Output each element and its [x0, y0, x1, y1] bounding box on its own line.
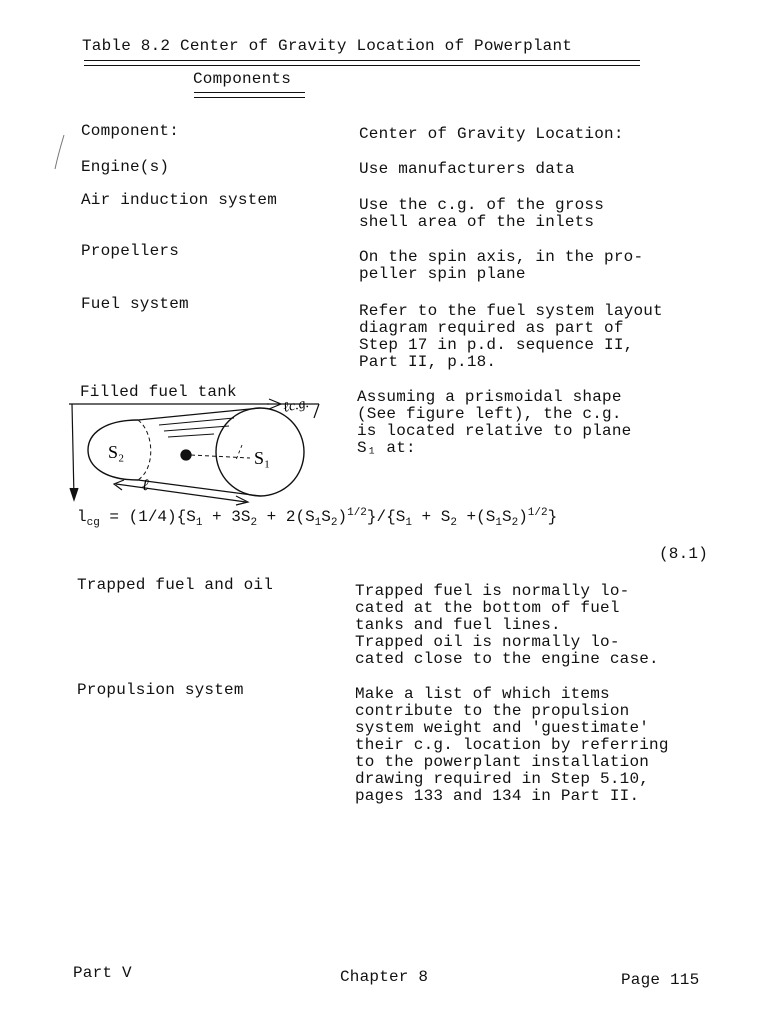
location-fuel-system: Refer to the fuel system layout diagram required as part of Step 17 in p.d. sequence II, Part II, p.18. [359, 302, 663, 371]
component-fuel-system: Fuel system [81, 295, 189, 313]
equation-number: (8.1) [659, 545, 709, 563]
fuel-tank-figure [64, 392, 334, 512]
component-air-induction: Air induction system [81, 191, 278, 209]
figure-label-s1: S₁ [254, 448, 271, 468]
component-propulsion-system: Propulsion system [77, 681, 244, 699]
figure-label-l: ℓ [142, 477, 149, 494]
location-engine: Use manufacturers data [359, 160, 575, 178]
component-propellers: Propellers [81, 242, 180, 260]
component-trapped-fuel-oil: Trapped fuel and oil [77, 576, 274, 594]
table-title: Table 8.2 Center of Gravity Location of Powerplant [82, 37, 573, 55]
location-filled-fuel-tank: Assuming a prismoidal shape (See figure left), the c.g. is located relative to plane S₁ at: [357, 388, 632, 457]
table-title-continued: Components [193, 70, 292, 88]
location-air-induction: Use the c.g. of the gross shell area of the inlets [359, 196, 605, 231]
title-underline [84, 60, 640, 66]
footer-part: Part V [73, 964, 132, 982]
margin-pen-mark [52, 133, 68, 173]
component-engine: Engine(s) [81, 158, 170, 176]
location-propulsion-system: Make a list of which items contribute to the propulsion system weight and 'guestimate' their c.g. location by referring to the powerplant installation drawing required in Step 5.10, pages 133 and 134 in Part II. [355, 685, 669, 805]
column-header-cg-location: Center of Gravity Location: [359, 125, 624, 143]
location-propellers: On the spin axis, in the pro- peller spin plane [359, 248, 644, 283]
location-trapped-fuel-oil: Trapped fuel is normally lo- cated at the bottom of fuel tanks and fuel lines. Trapped oil is normally lo- cated close to the engine case. [355, 582, 659, 668]
equation-8-1: $l_{cg} = (1/4)\{S_1 + 3S_2 + 2(S_1S_2)^{1/2}\}/\{S_1 + S_2 +(S_1S_2)^{1/2}\}$ [77, 507, 558, 529]
footer-page: Page 115 [621, 971, 700, 989]
figure-label-s2: S₂ [108, 442, 125, 462]
subtitle-underline [194, 92, 305, 98]
figure-label-lcg: ℓc.g. [281, 395, 311, 416]
component-filled-fuel-tank: Filled fuel tank [80, 383, 237, 401]
column-header-component: Component: [81, 122, 180, 140]
footer-chapter: Chapter 8 [340, 968, 429, 986]
